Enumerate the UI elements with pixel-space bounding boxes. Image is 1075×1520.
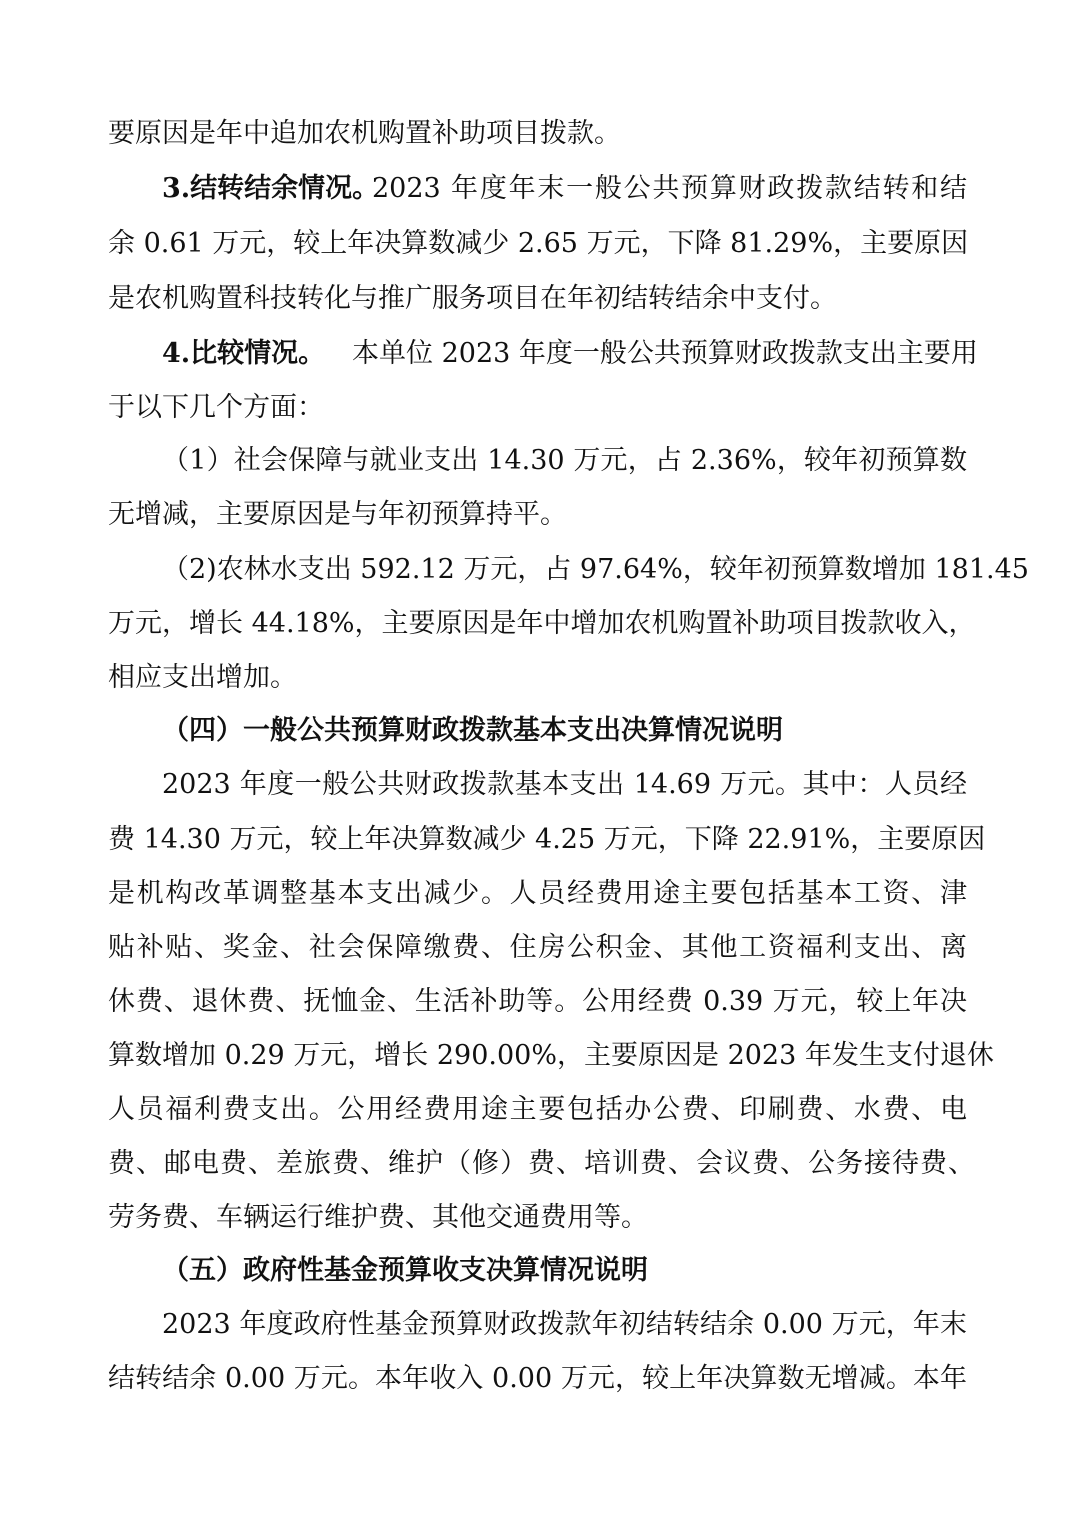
paragraph-line: [0, 1090, 1075, 1130]
text-line: 万元，增长 44.18%，主要原因是年中增加农机购置补助项目拨款收入，: [108, 608, 976, 639]
text-line: 余 0.61 万元，较上年决算数减少 2.65 万元，下降 81.29%，主要原因: [108, 228, 969, 259]
paragraph-line: [0, 279, 1075, 319]
text-line: 相应支出增加。: [108, 662, 297, 693]
paragraph-line: [0, 604, 1075, 644]
paragraph-line: [0, 765, 1075, 805]
text-line: 2023 年度年末一般公共预算财政拨款结转和结: [372, 173, 967, 204]
paragraph-line: [0, 1359, 1075, 1399]
paragraph-line: [0, 874, 1075, 914]
paragraph-line: [0, 550, 1075, 590]
text-line: （1）社会保障与就业支出 14.30 万元，占 2.36%，较年初预算数: [162, 445, 967, 476]
text-line: 人员福利费支出。公用经费用途主要包括办公费、印刷费、水费、电: [108, 1094, 967, 1125]
paragraph-line: [0, 441, 1075, 481]
paragraph-line: [0, 1198, 1075, 1238]
paragraph-line: [0, 1144, 1075, 1184]
text-line: 无增减，主要原因是与年初预算持平。: [108, 499, 567, 530]
paragraph-line: [0, 1036, 1075, 1076]
section-heading-text: （五）政府性基金预算收支决算情况说明: [162, 1255, 648, 1286]
text-line: 要原因是年中追加农机购置补助项目拨款。: [108, 118, 621, 149]
subheading-text: 3.结转结余情况。: [162, 173, 380, 204]
section-heading: [0, 711, 1075, 751]
text-line: 于以下几个方面：: [108, 392, 324, 423]
text-line: 本单位 2023 年度一般公共预算财政拨款支出主要用: [352, 338, 978, 369]
text-line: 算数增加 0.29 万元，增长 290.00%，主要原因是 2023 年发生支付退休: [108, 1040, 994, 1071]
paragraph-line: [0, 224, 1075, 264]
section-heading-text: （四）一般公共预算财政拨款基本支出决算情况说明: [162, 715, 783, 746]
text-line: 费 14.30 万元，较上年决算数减少 4.25 万元，下降 22.91%，主要原因: [108, 824, 986, 855]
subheading-text: 4.比较情况。: [162, 338, 326, 369]
paragraph-line: [0, 928, 1075, 968]
text-line: 贴补贴、奖金、社会保障缴费、住房公积金、其他工资福利支出、离: [108, 932, 967, 963]
text-line: 休费、退休费、抚恤金、生活补助等。公用经费 0.39 万元，较上年决: [108, 986, 967, 1017]
paragraph-line: [0, 658, 1075, 698]
text-line: 2023 年度一般公共财政拨款基本支出 14.69 万元。其中：人员经: [162, 769, 967, 800]
text-line: 2023 年度政府性基金预算财政拨款年初结转结余 0.00 万元，年末: [162, 1309, 967, 1340]
paragraph-line: [0, 334, 1075, 374]
text-line: 费、邮电费、差旅费、维护（修）费、培训费、会议费、公务接待费、: [108, 1148, 975, 1179]
text-line: 结转结余 0.00 万元。本年收入 0.00 万元，较上年决算数无增减。本年: [108, 1363, 967, 1394]
paragraph-line: [0, 1305, 1075, 1345]
paragraph-line: [0, 114, 1075, 154]
paragraph-line: [0, 982, 1075, 1022]
paragraph-line: [0, 169, 1075, 209]
paragraph-line: [0, 820, 1075, 860]
section-heading: [0, 1251, 1075, 1291]
text-line: 是机构改革调整基本支出减少。人员经费用途主要包括基本工资、津: [108, 878, 967, 909]
text-line: 是农机购置科技转化与推广服务项目在年初结转结余中支付。: [108, 283, 837, 314]
text-line: 劳务费、车辆运行维护费、其他交通费用等。: [108, 1202, 648, 1233]
paragraph-line: [0, 388, 1075, 428]
paragraph-line: [0, 495, 1075, 535]
text-line: （2)农林水支出 592.12 万元，占 97.64%，较年初预算数增加 181.45: [162, 554, 1029, 585]
